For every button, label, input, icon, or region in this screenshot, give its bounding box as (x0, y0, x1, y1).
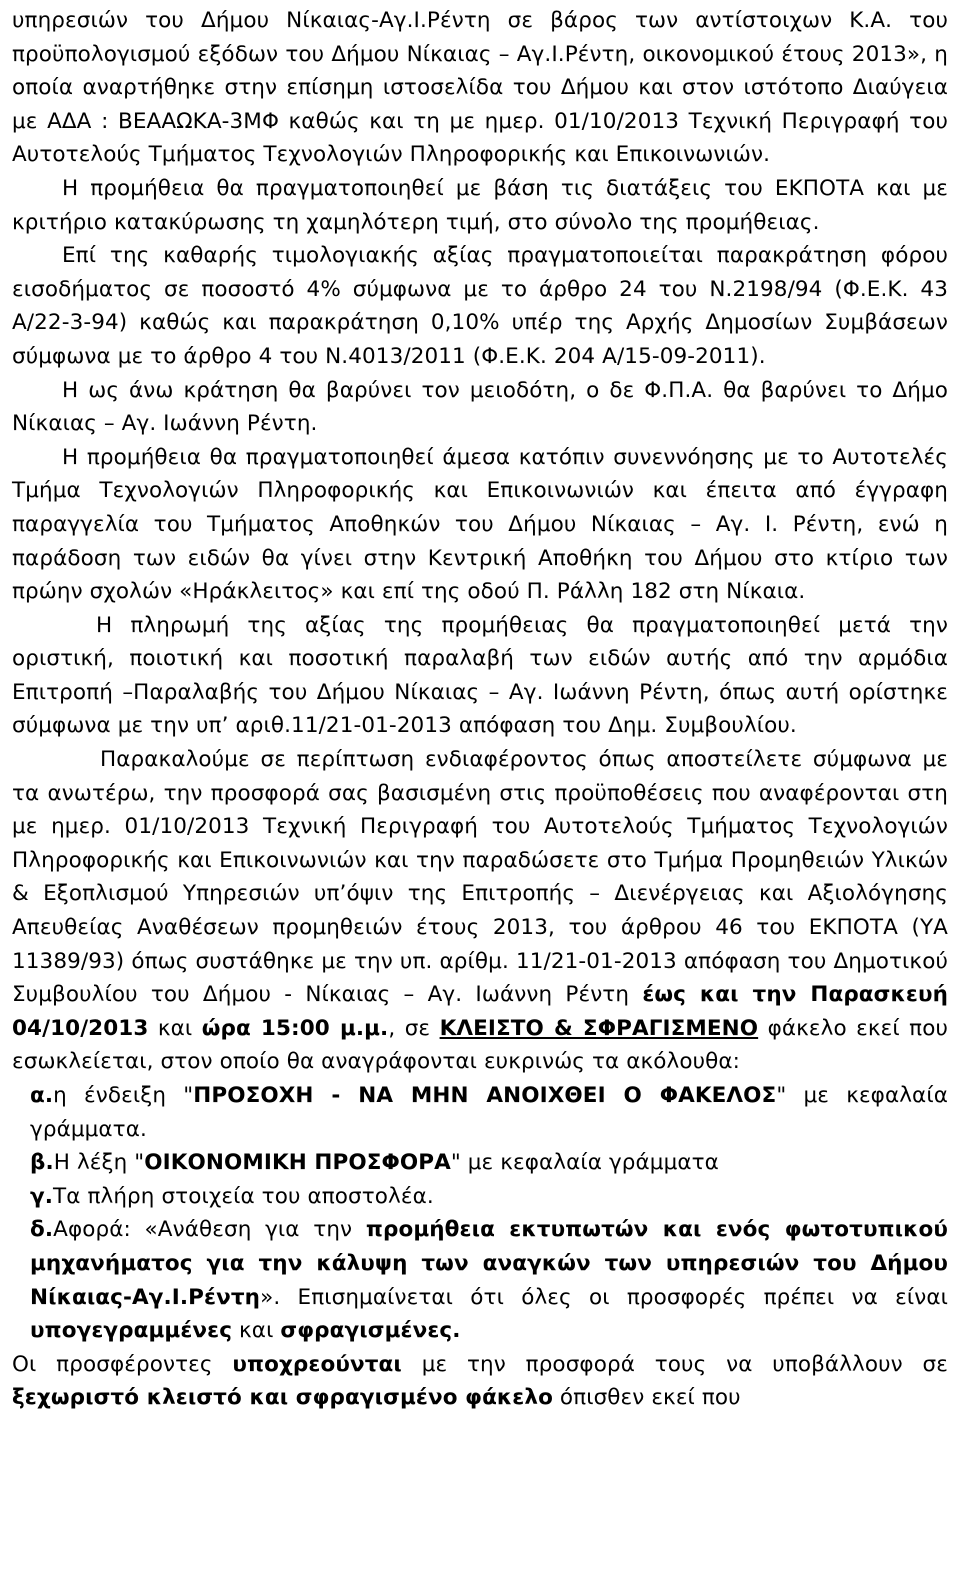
item-d-text-1: Αφορά: «Ανάθεση για την (53, 1217, 353, 1243)
item-d-text-2: ». Επισημαίνεται ότι όλες οι προσφορές πρέπει να είναι (260, 1284, 948, 1310)
item-a-warning: ΠΡΟΣΟΧΗ - ΝΑ ΜΗΝ ΑΝΟΙΧΘΕΙ Ο ΦΑΚΕΛΟΣ (193, 1083, 777, 1108)
item-d-text-3: και (239, 1318, 274, 1344)
submission-text-2: και (157, 1015, 193, 1041)
list-item-d (12, 1213, 948, 1347)
list-marker-b: β. (30, 1150, 54, 1176)
item-c-text: Τα πλήρη στοιχεία του αποστολέα. (53, 1183, 434, 1209)
item-a-text-2: " με κεφαλαία γράμματα. (30, 1083, 948, 1142)
list-item-b (12, 1146, 948, 1180)
paragraph-tax-withholding: Επί της καθαρής τιμολογιακής αξίας πραγματοποιείται παρακράτηση φόρου εισοδήματος σε ποσοστό 4% σύμφωνα με το άρθρο 24 του Ν.2198/94 (Φ.Ε.Κ. 43 Α/22-3-94) καθώς και παρακράτηση 0,10% υπέρ της Αρχής Δημοσίων Συμβάσεων σύμφωνα με το άρθρο 4 του Ν.4013/2011 (Φ.Ε.Κ. 204 Α/15-09-2011). (12, 243, 948, 369)
paragraph-payment: Η πληρωμή της αξίας της προμήθειας θα πραγματοποιηθεί μετά την οριστική, ποιοτική και ποσοτική παραλαβή των ειδών αυτής από την αρμόδια Επιτροπή –Παραλαβής του Δήμου Νίκαιας – Αγ. Ιωάννη Ρέντη, όπως αυτή ορίστηκε σύμφωνα με την υπ’ αριθ.11/21-01-2013 απόφαση του Δημ. Συμβουλίου. (12, 612, 948, 739)
paragraph-submission (12, 743, 948, 1079)
deadline-time: ώρα 15:00 μ.μ. (201, 1015, 389, 1041)
item-a-text-1: η ένδειξη " (53, 1083, 194, 1108)
submission-text-3: , σε (388, 1015, 431, 1041)
paragraph-procurement-basis: Η προμήθεια θα πραγματοποιηθεί με βάση τις διατάξεις του ΕΚΠΟΤΑ και με κριτήριο κατακύρωσης τη χαμηλότερη τιμή, στο σύνολο της προμήθειας. (12, 175, 948, 235)
separate-text-1: Οι προσφέροντες (12, 1351, 213, 1377)
separate-text-2: με την προσφορά τους να υποβάλλουν σε (421, 1351, 948, 1377)
deadline-date: έως και την Παρασκευή 04/10/2013 (12, 982, 948, 1041)
submission-text-4: φάκελο εκεί που εσωκλείεται, στον οποίο θα αναγράφονται ευκρινώς τα ακόλουθα: (12, 1015, 948, 1075)
item-d-signed: υπογεγραμμένες (30, 1318, 233, 1344)
obliged-label: υποχρεούνται (232, 1351, 402, 1377)
item-b-text-1: Η λέξη " (53, 1150, 145, 1176)
list-marker-c: γ. (30, 1183, 54, 1209)
submission-text-1: Παρακαλούμε σε περίπτωση ενδιαφέροντος όπως αποστείλετε σύμφωνα με τα ανωτέρω, την προσφορά σας βασισμένη στις προϋποθέσεις που αναφέρονται στη με ημερ. 01/10/2013 Τεχνική Περιγραφή του Αυτοτελούς Τμήματος Τεχνολογιών Πληροφορικής και Επικοινωνιών και την παραδώσετε στο Τμήμα Προμηθειών Υλικών & Εξοπλισμού Υπηρεσιών υπ’όψιν της Επιτροπής – Διενέργειας και Αξιολόγησης Απευθείας Αναθέσεων προμηθειών έτους 2013, του άρθρου 46 του ΕΚΠΟΤΑ (ΥΑ 11389/93) όπως συστάθηκε με την υπ. αρίθμ. 11/21-01-2013 απόφαση του Δημοτικού Συμβουλίου του Δήμου - Νίκαιας – Αγ. Ιωάννη Ρέντη (12, 747, 948, 1008)
list-item-c (12, 1180, 948, 1214)
sealed-envelope-label: ΚΛΕΙΣΤΟ & ΣΦΡΑΓΙΣΜΕΝΟ (439, 1015, 759, 1041)
separate-text-3: όπισθεν εκεί που (559, 1385, 741, 1411)
item-d-subject: προμήθεια εκτυπωτών και ενός φωτοτυπικού μηχανήματος για την κάλυψη των αναγκών των υπηρεσιών του Δήμου Νίκαιας-Αγ.Ι.Ρέντη (30, 1217, 949, 1310)
paragraph-intro: υπηρεσιών του Δήμου Νίκαιας-Αγ.Ι.Ρέντη σε βάρος των αντίστοιχων Κ.Α. του προϋπολογισμού εξόδων του Δήμου Νίκαιας – Αγ.Ι.Ρέντη, οικονομικού έτους 2013», η οποία αναρτήθηκε στην επίσημη ιστοσελίδα του Δήμου και στον ιστότοπο Διαύγεια με ΑΔΑ : ΒΕΑΑΩΚΑ-3ΜΦ καθώς και τη με ημερ. 01/10/2013 Τεχνική Περιγραφή του Αυτοτελούς Τμήματος Τεχνολογιών Πληροφορικής και Επικοινωνιών. (12, 8, 948, 168)
paragraph-delivery: Η προμήθεια θα πραγματοποιηθεί άμεσα κατόπιν συνεννόησης με το Αυτοτελές Τμήμα Τεχνολογιών Πληροφορικής και Επικοινωνιών και έπειτα από έγγραφη παραγγελία του Τμήματος Αποθηκών του Δήμου Νίκαιας – Αγ. Ι. Ρέντη, ενώ η παράδοση των ειδών θα γίνει στην Κεντρική Αποθήκη του Δήμου στο κτίριο των πρώην σχολών «Ηράκλειτος» και επί της οδού Π. Ράλλη 182 στη Νίκαια. (12, 444, 948, 605)
item-d-stamped: σφραγισμένες. (280, 1318, 461, 1344)
item-b-text-2: " με κεφαλαία γράμματα (450, 1150, 719, 1176)
list-marker-d: δ. (30, 1217, 54, 1243)
separate-envelope-label: ξεχωριστό κλειστό και σφραγισμένο φάκελο (12, 1385, 553, 1411)
list-marker-a: α. (30, 1083, 54, 1108)
paragraph-vat: Η ως άνω κράτηση θα βαρύνει τον μειοδότη, ο δε Φ.Π.Α. θα βαρύνει το Δήμο Νίκαιας – Αγ. Ιωάννη Ρέντη. (12, 377, 948, 437)
item-b-label: ΟΙΚΟΝΟΜΙΚΗ ΠΡΟΣΦΟΡΑ (144, 1150, 451, 1176)
paragraph-separate-envelope (12, 1348, 948, 1415)
list-item-a (12, 1079, 948, 1146)
